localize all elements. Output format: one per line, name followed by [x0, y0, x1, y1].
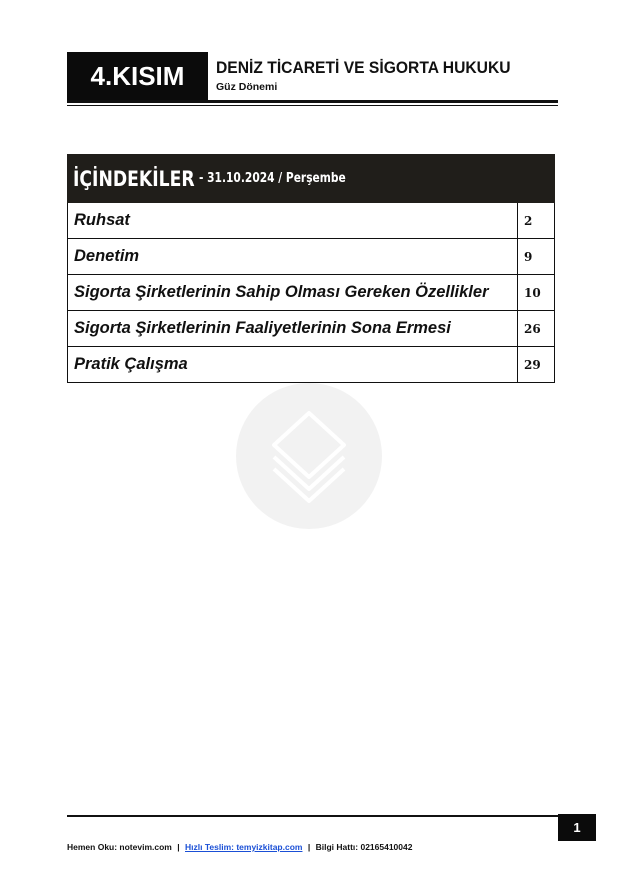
- table-of-contents: [67, 154, 555, 383]
- footer-read-link[interactable]: Hemen Oku: notevim.com: [67, 842, 172, 852]
- toc-date: - 31.10.2024 / Perşembe: [199, 171, 347, 186]
- toc-item-page: 26: [518, 311, 555, 346]
- toc-item-page: 9: [518, 239, 555, 274]
- toc-row[interactable]: [67, 203, 555, 239]
- stacked-pages-icon: [236, 383, 382, 529]
- section-badge: 4.KISIM: [67, 52, 208, 100]
- toc-row[interactable]: [67, 311, 555, 347]
- toc-item-title[interactable]: Sigorta Şirketlerinin Sahip Olması Gereken Özellikler: [67, 275, 518, 310]
- footer-hotline: Bilgi Hattı: 02165410042: [315, 842, 413, 852]
- toc-item-title[interactable]: Ruhsat: [67, 203, 518, 238]
- toc-heading-label: İÇİNDEKİLER: [73, 166, 195, 191]
- document-subtitle: Güz Dönemi: [216, 81, 278, 93]
- toc-item-title[interactable]: Pratik Çalışma: [67, 347, 518, 382]
- footer-rule: [67, 815, 558, 817]
- toc-item-page: 10: [518, 275, 555, 310]
- footer-delivery-link[interactable]: Hızlı Teslim: temyizkitap.com: [185, 842, 303, 852]
- watermark-logo: [236, 383, 382, 529]
- footer-separator: |: [307, 842, 311, 852]
- toc-row[interactable]: [67, 275, 555, 311]
- toc-row[interactable]: [67, 347, 555, 383]
- toc-item-page: 2: [518, 203, 555, 238]
- footer-separator: |: [177, 842, 180, 852]
- toc-item-title[interactable]: Sigorta Şirketlerinin Faaliyetlerinin Sona Ermesi: [67, 311, 518, 346]
- footer-info: [67, 842, 412, 852]
- document-title: DENİZ TİCARETİ VE SİGORTA HUKUKU: [216, 58, 511, 77]
- header-rule: [67, 100, 558, 103]
- toc-heading: [67, 154, 555, 203]
- toc-item-page: 29: [518, 347, 555, 382]
- toc-row[interactable]: [67, 239, 555, 275]
- page-number: 1: [558, 814, 596, 841]
- toc-item-title[interactable]: Denetim: [67, 239, 518, 274]
- header-rule-thin: [67, 105, 558, 106]
